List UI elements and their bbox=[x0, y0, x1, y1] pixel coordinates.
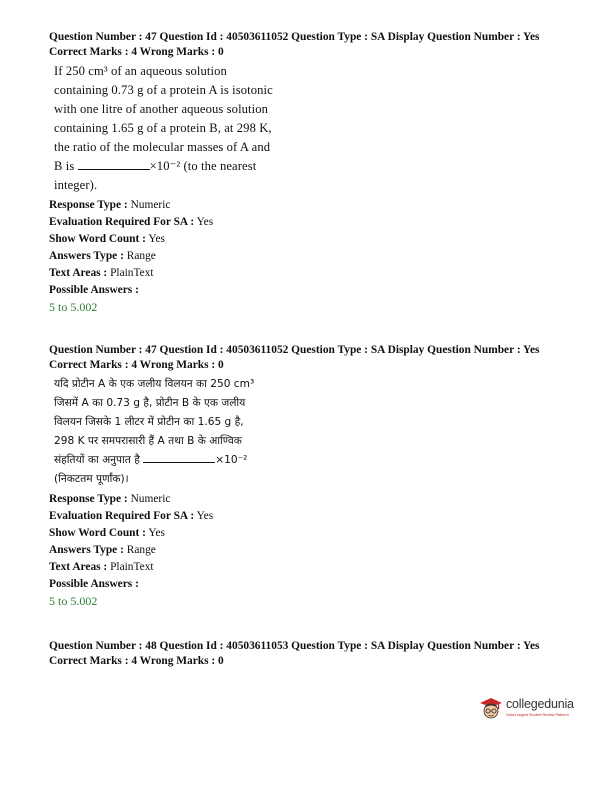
response-meta: Response Type : Numeric Evaluation Required For SA : Yes Show Word Count : Yes Answers Type : Range Text Areas : PlainText Possible Answers : bbox=[49, 493, 214, 590]
possible-answer: 5 to 5.002 bbox=[49, 594, 98, 608]
marks-header: Correct Marks : 4 Wrong Marks : 0 bbox=[49, 46, 224, 58]
marks-header: Correct Marks : 4 Wrong Marks : 0 bbox=[49, 359, 224, 371]
collegedunia-logo bbox=[477, 693, 589, 725]
answer-blank bbox=[78, 159, 150, 170]
question-text-english: If 250 cm³ of an aqueous solution containing 0.73 g of a protein A is isotonic with one litre of another aqueous solution containing 1.65 g of a protein B, at 298 K, the ratio of the molecular masses of A and B is ×10⁻² (to the nearest integer). bbox=[54, 64, 273, 192]
question-block-3 bbox=[49, 639, 579, 669]
question-block-1 bbox=[49, 30, 579, 316]
logo-tagline: India's largest Student Review Platform bbox=[506, 713, 569, 717]
possible-answer: 5 to 5.002 bbox=[49, 300, 98, 314]
question-header: Question Number : 47 Question Id : 40503611052 Question Type : SA Display Question Number : Yes bbox=[49, 344, 540, 356]
graduate-mascot-icon bbox=[477, 694, 505, 722]
response-meta: Response Type : Numeric Evaluation Required For SA : Yes Show Word Count : Yes Answers Type : Range Text Areas : PlainText Possible Answers : bbox=[49, 199, 214, 296]
marks-header: Correct Marks : 4 Wrong Marks : 0 bbox=[49, 655, 224, 667]
question-header: Question Number : 48 Question Id : 40503611053 Question Type : SA Display Question Number : Yes bbox=[49, 640, 540, 652]
logo-wordmark: collegedunia bbox=[506, 697, 574, 711]
question-header: Question Number : 47 Question Id : 40503611052 Question Type : SA Display Question Number : Yes bbox=[49, 31, 540, 43]
answer-blank bbox=[143, 452, 215, 463]
question-text-hindi: यदि प्रोटीन A के एक जलीय विलयन का 250 cm³ जिसमें A का 0.73 g है, प्रोटीन B के एक जलीय विलयन जिसके 1 लीटर में प्रोटीन का 1.65 g है, 298 K पर समपरासारी हैं A तथा B के आण्विक संहतियों का अनुपात है ×10⁻² (निकटतम पूर्णांक)। bbox=[54, 378, 255, 485]
question-block-2 bbox=[49, 343, 579, 610]
